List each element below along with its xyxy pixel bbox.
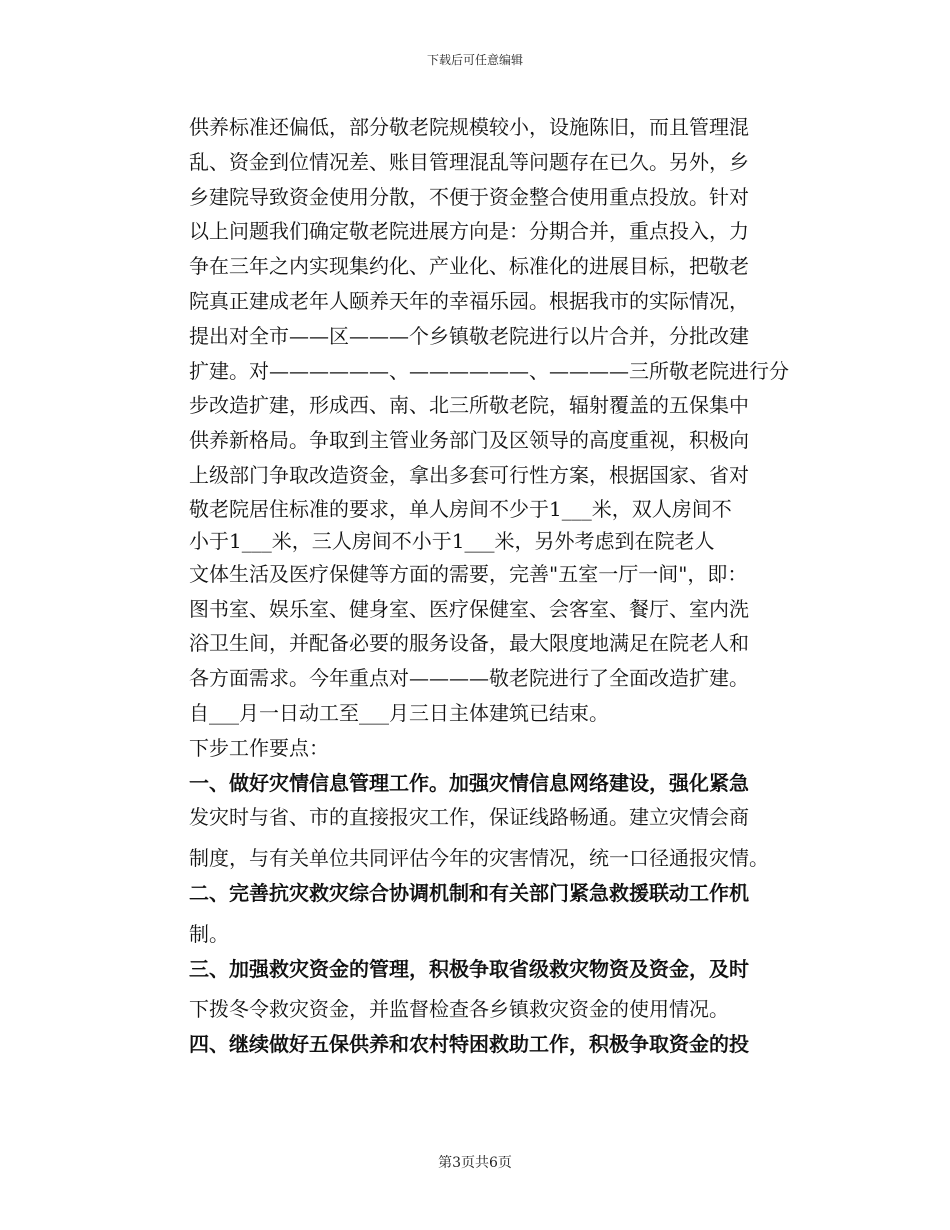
body-line: 供养新格局。争取到主管业务部门及区领导的高度重视，积极向 — [189, 428, 749, 453]
body-line: 各方面需求。今年重点对————敬老院进行了全面改造扩建。 — [189, 666, 749, 691]
body-line: 文体生活及医疗保健等方面的需要，完善"五室一厅一间"，即： — [189, 561, 748, 586]
body-line: 乡建院导致资金使用分散，不便于资金整合使用重点投放。针对 — [189, 184, 749, 209]
page-footer: 第3页共6页 — [438, 1155, 512, 1171]
body-line: 下拨冬令救灾资金，并监督检查各乡镇救灾资金的使用情况。 — [189, 997, 729, 1022]
page-header: 下载后可任意编辑 — [426, 53, 523, 67]
body-line: 院真正建成老年人颐养天年的幸福乐园。根据我市的实际情况， — [189, 288, 749, 313]
body-line: 敬老院居住标准的要求，单人房间不少于1___米，双人房间不 — [189, 496, 732, 521]
body-line: 下步工作要点： — [189, 735, 329, 760]
body-line: 乱、资金到位情况差、账目管理混乱等问题存在已久。另外，乡 — [189, 149, 749, 174]
body-line: 以上问题我们确定敬老院进展方向是：分期合并，重点投入，力 — [189, 219, 749, 244]
document-body — [189, 110, 829, 1062]
body-line: 制。 — [189, 921, 229, 946]
body-line: 上级部门争取改造资金，拿出多套可行性方案，根据国家、省对 — [189, 462, 749, 487]
body-line: 二、完善抗灾救灾综合协调机制和有关部门紧急救援联动工作机 — [189, 880, 749, 905]
body-line: 发灾时与省、市的直接报灾工作，保证线路畅通。建立灾情会商 — [189, 805, 749, 830]
body-line: 争在三年之内实现集约化、产业化、标准化的进展目标，把敬老 — [189, 254, 749, 279]
body-line: 小于1___米，三人房间不小于1___米，另外考虑到在院老人 — [189, 528, 715, 553]
body-line: 一、做好灾情信息管理工作。加强灾情信息网络建设，强化紧急 — [189, 770, 749, 795]
body-line: 步改造扩建，形成西、南、北三所敬老院，辐射覆盖的五保集中 — [189, 393, 749, 418]
body-line: 自___月一日动工至___月三日主体建筑已结束。 — [189, 700, 609, 725]
body-line: 四、继续做好五保供养和农村特困救助工作，积极争取资金的投 — [189, 1032, 749, 1057]
body-line: 制度，与有关单位共同评估今年的灾害情况，统一口径通报灾情。 — [189, 846, 769, 871]
body-line: 浴卫生间，并配备必要的服务设备，最大限度地满足在院老人和 — [189, 631, 749, 656]
body-line: 提出对全市——区———个乡镇敬老院进行以片合并，分批改建 — [189, 323, 749, 348]
body-line: 扩建。对——————、——————、————三所敬老院进行分 — [189, 358, 789, 383]
body-line: 供养标准还偏低，部分敬老院规模较小，设施陈旧，而且管理混 — [189, 115, 749, 139]
body-line: 三、加强救灾资金的管理，积极争取省级救灾物资及资金，及时 — [189, 956, 749, 981]
body-line: 图书室、娱乐室、健身室、医疗保健室、会客室、餐厅、室内洗 — [189, 596, 749, 621]
